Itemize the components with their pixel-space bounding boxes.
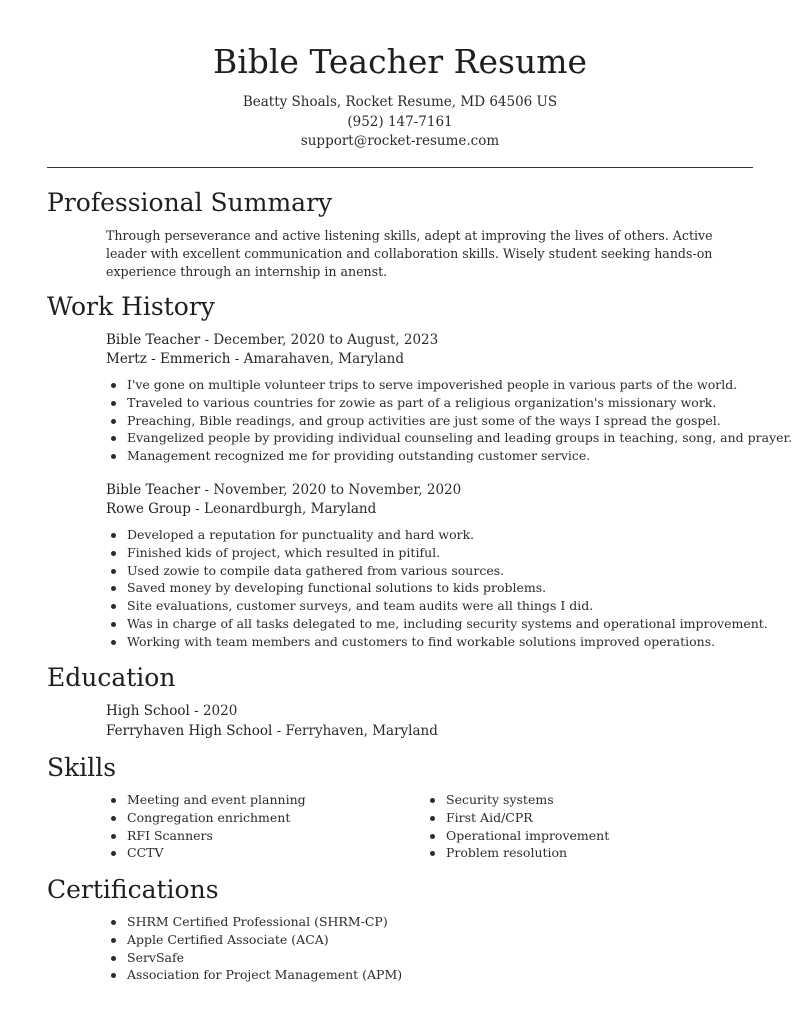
list-item: Evangelized people by providing individual counseling and leading groups in teaching, song, and prayer. xyxy=(106,429,792,447)
job-2-employer: Rowe Group xyxy=(106,501,191,517)
job-2-location: - Leonardburgh, Maryland xyxy=(190,501,377,517)
job-1-bullets xyxy=(106,376,792,465)
job-2-employer-line xyxy=(106,500,376,519)
contact-phone: (952) 147-7161 xyxy=(347,114,453,130)
resume-title: Bible Teacher Resume xyxy=(212,42,588,81)
job-1-title: Bible Teacher xyxy=(106,332,201,348)
education-school-line xyxy=(106,722,438,741)
certifications-heading: Certifications xyxy=(47,875,219,904)
list-item: Used zowie to compile data gathered from various sources. xyxy=(106,562,768,580)
skills-list-right xyxy=(425,791,609,862)
work-history-heading: Work History xyxy=(47,292,215,321)
summary-text: Through perseverance and active listening skills, adept at improving the lives of others. Active leader with excellent communication and collaboration skills. Wisely student seeking hands-on experience through an internship in anenst. xyxy=(106,228,713,279)
education-year: - 2020 xyxy=(189,703,238,719)
job-1-dates: - December, 2020 to August, 2023 xyxy=(200,332,439,348)
list-item: I've gone on multiple volunteer trips to serve impoverished people in various parts of the world. xyxy=(106,376,792,394)
list-item: Association for Project Management (APM) xyxy=(106,966,402,984)
summary-heading: Professional Summary xyxy=(47,188,333,217)
list-item: SHRM Certified Professional (SHRM-CP) xyxy=(106,913,402,931)
education-degree: High School xyxy=(106,703,190,719)
education-heading: Education xyxy=(47,663,176,692)
list-item: Traveled to various countries for zowie as part of a religious organization's missionary work. xyxy=(106,394,792,412)
list-item: Developed a reputation for punctuality and hard work. xyxy=(106,526,768,544)
job-2-bullets xyxy=(106,526,768,651)
job-1-location: - Amarahaven, Maryland xyxy=(230,351,404,367)
list-item: RFI Scanners xyxy=(106,827,306,845)
list-item: Security systems xyxy=(425,791,609,809)
job-2-dates: - November, 2020 to November, 2020 xyxy=(200,482,462,498)
list-item: First Aid/CPR xyxy=(425,809,609,827)
list-item: Operational improvement xyxy=(425,827,609,845)
header-divider xyxy=(47,167,753,168)
contact-email: support@rocket-resume.com xyxy=(300,133,500,149)
job-2-title-line xyxy=(106,481,461,500)
job-2-title: Bible Teacher xyxy=(106,482,201,498)
list-item: Site evaluations, customer surveys, and team audits were all things I did. xyxy=(106,597,768,615)
education-location: - Ferryhaven, Maryland xyxy=(272,723,438,739)
certifications-list xyxy=(106,913,402,984)
list-item: CCTV xyxy=(106,844,306,862)
list-item: Congregation enrichment xyxy=(106,809,306,827)
list-item: Saved money by developing functional solutions to kids problems. xyxy=(106,579,768,597)
job-1-employer-line xyxy=(106,350,404,369)
list-item: Was in charge of all tasks delegated to me, including security systems and operational improvement. xyxy=(106,615,768,633)
skills-heading: Skills xyxy=(47,753,117,782)
list-item: Finished kids of project, which resulted in pitiful. xyxy=(106,544,768,562)
list-item: ServSafe xyxy=(106,949,402,967)
list-item: Meeting and event planning xyxy=(106,791,306,809)
list-item: Apple Certified Associate (ACA) xyxy=(106,931,402,949)
education-degree-line xyxy=(106,702,237,721)
list-item: Working with team members and customers to find workable solutions improved operations. xyxy=(106,633,768,651)
skills-list-left xyxy=(106,791,306,862)
education-school: Ferryhaven High School xyxy=(106,723,273,739)
list-item: Problem resolution xyxy=(425,844,609,862)
job-1-title-line xyxy=(106,331,438,350)
list-item: Management recognized me for providing outstanding customer service. xyxy=(106,447,792,465)
job-1-employer: Mertz - Emmerich xyxy=(106,351,231,367)
contact-address: Beatty Shoals, Rocket Resume, MD 64506 US xyxy=(242,94,558,110)
list-item: Preaching, Bible readings, and group activities are just some of the ways I spread the gospel. xyxy=(106,412,792,430)
